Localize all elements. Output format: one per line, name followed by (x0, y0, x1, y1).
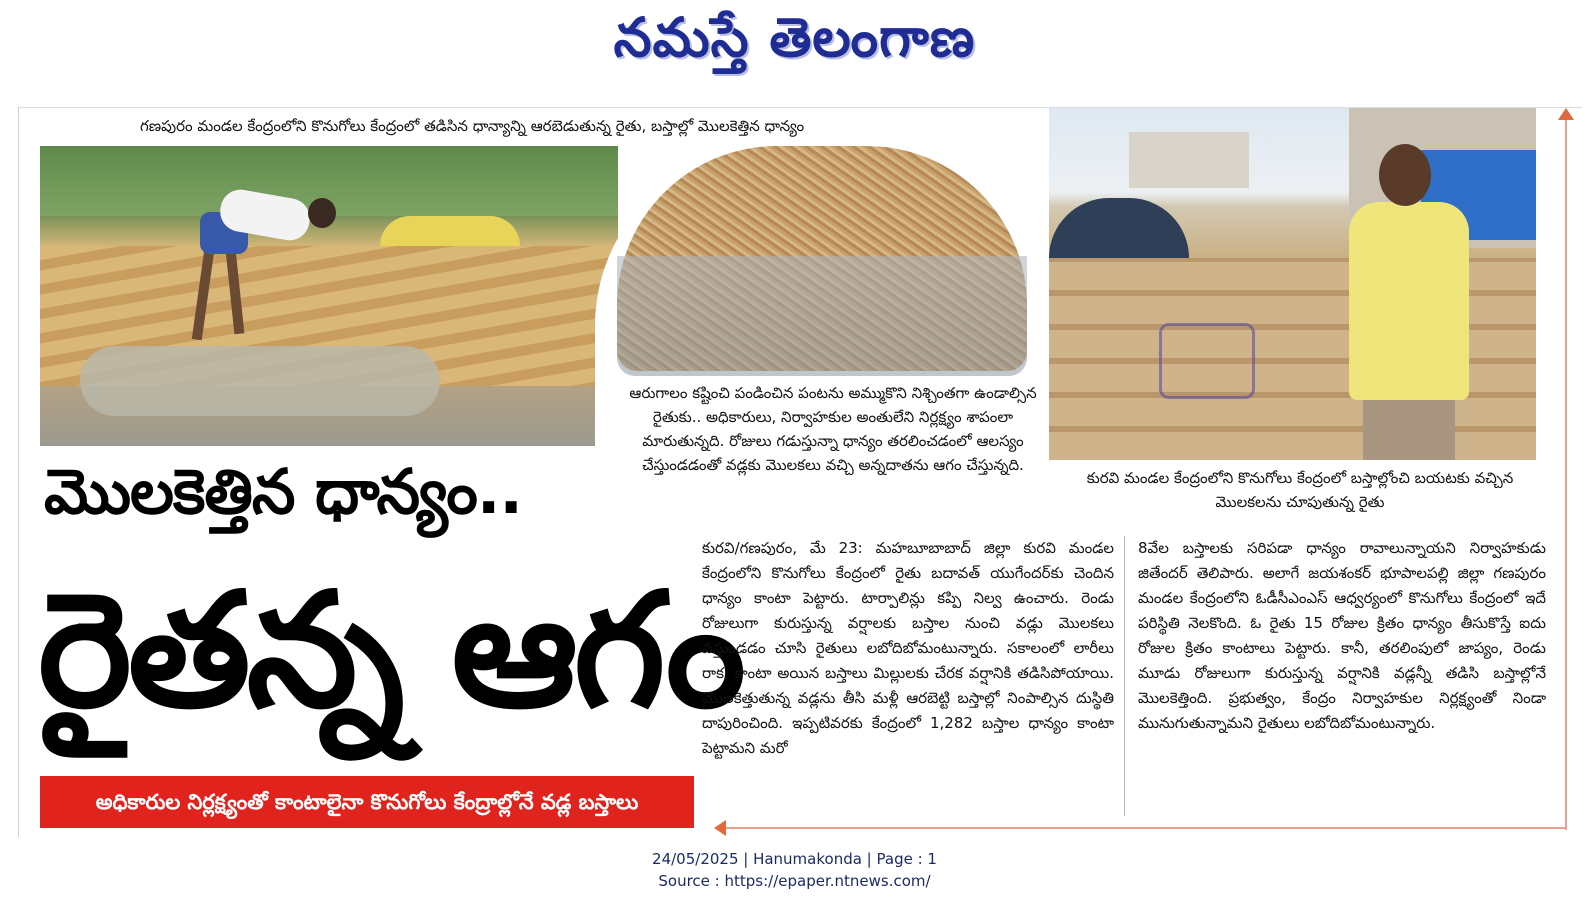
frame-bottom-rule (725, 827, 1567, 829)
frame-left-rule (18, 107, 19, 837)
column-divider (1124, 536, 1125, 816)
article-body-column-2: 8వేల బస్తాలకు సరిపడా ధాన్యం రావాలున్నాయని నిర్వాహకుడు జితేందర్ తెలిపారు. అలాగే జయశంకర్ భూపాలపల్లి జిల్లా గణపురం మండల కేంద్రంలోని ఓడీసీఎంఎస్ ఆధ్వర్యంలో కొనుగోలు కేంద్రంలో ఇదే పరిస్థితి నెలకొంది. ఓ రైతు 15 రోజుల క్రితం ధాన్యం తీసుకొస్తే ఐదు రోజుల క్రితం కాంటాలు పెట్టారు. కానీ, తరలింపులో జాప్యం, రెండు మూడు రోజులుగా కురుస్తున్న వర్షానికి వడ్లన్నీ తడిసి బస్తాల్లోనే మొలకెత్తింది. ప్రభుత్వం, కేంద్రం నిర్వాహకుల నిర్లక్ష్యంతో నిండా మునుగుతున్నామని రైతులు లబోదిబోమంటున్నారు. (1138, 539, 1546, 732)
headline-line-1: మొలకెత్తిన ధాన్యం.. (44, 455, 522, 528)
frame-right-rule (1565, 118, 1567, 830)
footer-edition-info: 24/05/2025 | Hanumakonda | Page : 1 (652, 850, 937, 868)
photo-farmer-drying-grain (40, 146, 618, 446)
center-photo-caption: ఆరుగాలం కష్టించి పండించిన పంటను అమ్ముకొని నిశ్చింతగా ఉండాల్సిన రైతుకు.. అధికారులు, నిర్వాహకుల అంతులేని నిర్లక్ష్యం శాపంలా మారుతున్నది. రోజులు గడుస్తున్నా ధాన్యం తరలించడంలో ఆలస్యం చేస్తుండడంతో వడ్లకు మొలకలు వచ్చి అన్నదాతను ఆగం చేస్తున్నది. (622, 377, 1044, 481)
red-strapline: అధికారుల నిర్లక్ష్యంతో కాంటాలైనా కొనుగోలు కేంద్రాల్లోనే వడ్ల బస్తాలు (40, 776, 694, 828)
top-photo-caption: గణపురం మండల కేంద్రంలోని కొనుగోలు కేంద్రంలో తడిసిన ధాన్యాన్ని ఆరబెడుతున్న రైతు, బస్తాల్లో మొలకెత్తిన ధాన్యం (140, 117, 805, 135)
headline-line-2: రైతన్న ఆగం (38, 559, 742, 743)
article-body-column-1: కురవి/గణపురం, మే 23: మహబూబాబాద్ జిల్లా కురవి మండల కేంద్రంలోని కొనుగోలు కేంద్రంలో రైతు బదావత్ యుగేందర్‌కు చెందిన ధాన్యం కాంటా పెట్టారు. టార్పాలిన్లు కప్పి నిల్వ ఉంచారు. రెండు రోజులుగా కురుస్తున్న వర్షాలకు బస్తాల నుంచి వడ్లు మొలకలు వస్తుండడం చూసి రైతులు లబోదిబోమంటున్నారు. సకాలంలో లారీలు రాక, కాంటా అయిన బస్తాలు మిల్లులకు చేరక వర్షానికి తడిసిపోయాయి. మొలకెత్తుతున్న వడ్లను తీసి మళ్లీ ఆరబెట్టి బస్తాల్లో నింపాల్సిన దుస్థితి దాపురించింది. ఇప్పటివరకు కేంద్రంలో 1,282 బస్తాల ధాన్యం కాంటా పెట్టామని మరో (702, 539, 1114, 757)
arrow-left-icon (714, 820, 726, 836)
right-photo-caption: కురవి మండల కేంద్రంలోని కొనుగోలు కేంద్రంలో బస్తాల్లోంచి బయటకు వచ్చిన మొలకలను చూపుతున్న రైతు (1086, 469, 1514, 511)
masthead-logo: నమస్తే తెలంగాణ (613, 6, 976, 69)
arrow-up-icon (1558, 108, 1574, 120)
footer-source-link[interactable]: Source : https://epaper.ntnews.com/ (658, 872, 931, 890)
photo-farmer-with-bags (1049, 108, 1536, 460)
